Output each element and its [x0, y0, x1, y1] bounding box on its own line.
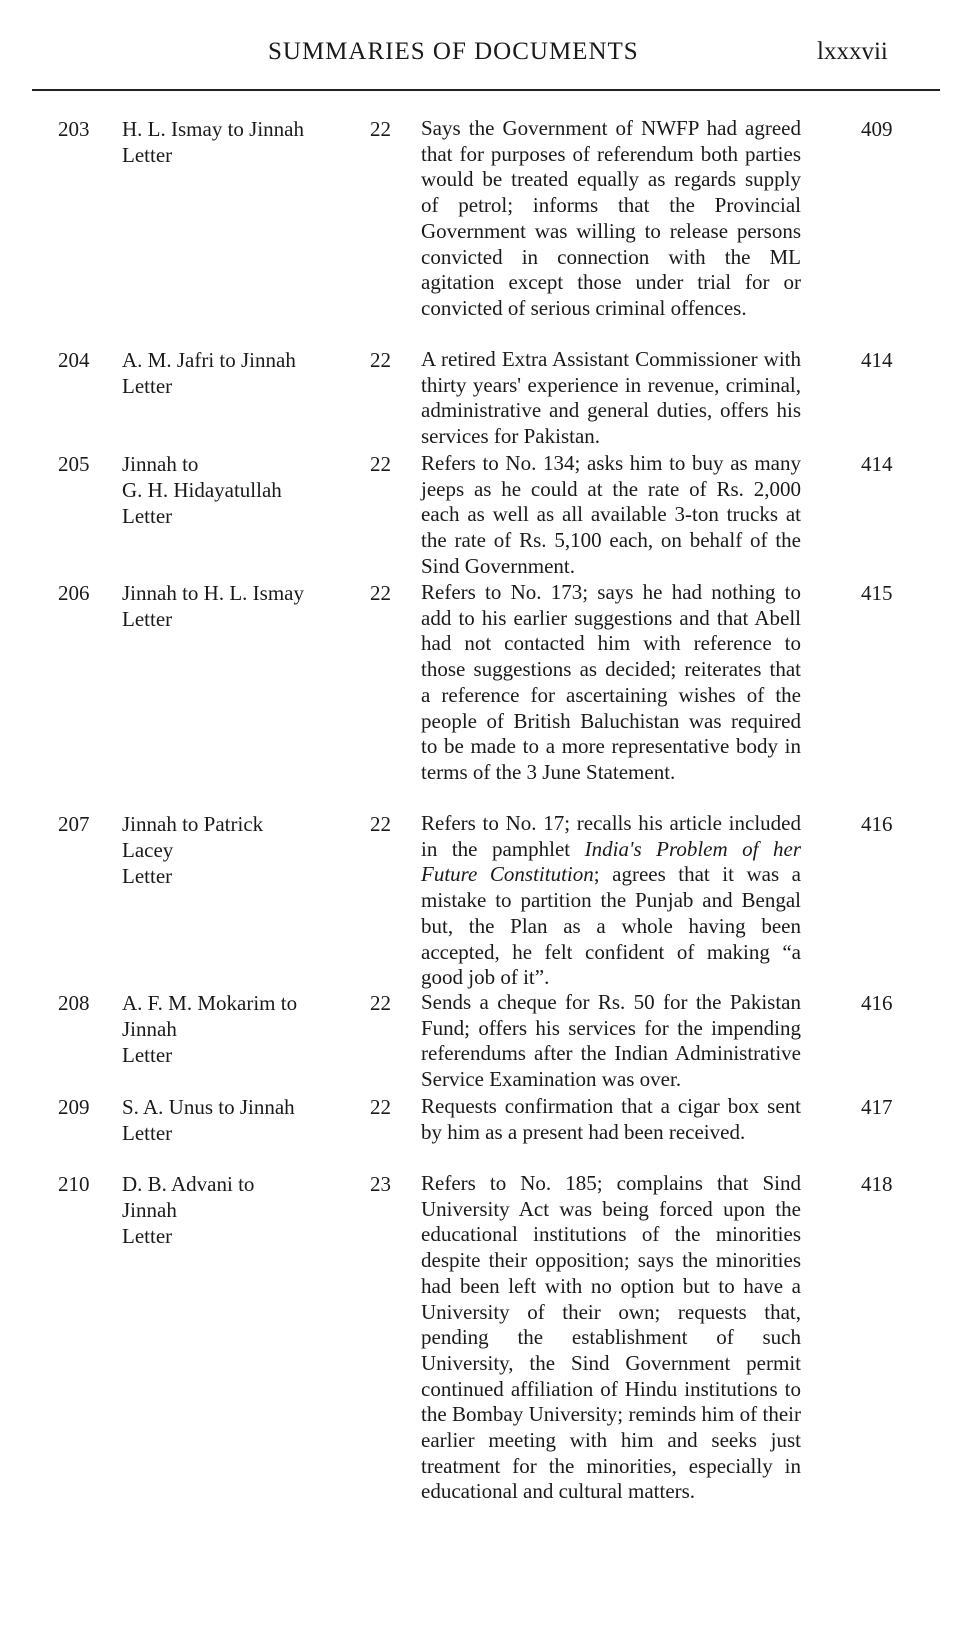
- from-line: H. L. Ismay to Jinnah: [122, 117, 304, 141]
- document-date: 22: [370, 991, 391, 1015]
- page-number: lxxxvii: [817, 38, 888, 65]
- from-line: Jinnah to H. L. Ismay: [122, 581, 304, 605]
- from-line: Jinnah to: [122, 452, 199, 476]
- document-summary: A retired Extra Assistant Commissioner with thirty years' experience in revenue, criminal, administrative and general duties, offers his services for Pakistan.: [421, 347, 801, 449]
- document-from: [122, 1171, 357, 1249]
- document-summary: Refers to No. 185; complains that Sind University Act was being forced upon the educational institutions of the minorities despite their opposition; says the minorities had been left with no option but to have a University of their own; requests that, pending the establishment of such University, the Sind Government permit continued affiliation of Hindu institutions to the Bombay University; reminds him of their earlier meeting with him and seeks just treatment for the minorities, especially in educational and cultural matters.: [421, 1171, 801, 1504]
- document-page-ref: 418: [861, 1172, 893, 1196]
- from-line: A. M. Jafri to Jinnah: [122, 348, 296, 372]
- document-number: 208: [58, 991, 90, 1015]
- document-summary: Requests confirmation that a cigar box sent by him as a present had been received.: [421, 1094, 801, 1144]
- document-from: [122, 451, 357, 529]
- document-summary: [421, 811, 801, 991]
- from-line: S. A. Unus to Jinnah: [122, 1095, 295, 1119]
- document-date: 22: [370, 452, 391, 476]
- document-date: 23: [370, 1172, 391, 1196]
- from-line: Lacey: [122, 838, 174, 862]
- document-page-ref: 416: [861, 812, 893, 836]
- document-page-ref: 415: [861, 581, 893, 605]
- from-line: Letter: [122, 607, 173, 631]
- document-number: 205: [58, 452, 90, 476]
- pamphlet-title: India's Problem of her Future Constitution: [421, 836, 801, 887]
- document-page-ref: 416: [861, 991, 893, 1015]
- document-number: 209: [58, 1095, 90, 1119]
- from-line: D. B. Advani to: [122, 1172, 255, 1196]
- from-line: Letter: [122, 1121, 173, 1145]
- document-date: 22: [370, 812, 391, 836]
- document-page-ref: 414: [861, 452, 893, 476]
- document-date: 22: [370, 348, 391, 372]
- document-number: 210: [58, 1172, 90, 1196]
- document-from: [122, 1094, 357, 1146]
- document-from: [122, 580, 357, 632]
- from-line: Letter: [122, 504, 173, 528]
- from-line: Letter: [122, 143, 173, 167]
- from-line: Letter: [122, 374, 173, 398]
- document-from: [122, 116, 357, 168]
- document-from: [122, 990, 357, 1068]
- document-summary: Refers to No. 173; says he had nothing to add to his earlier suggestions and that Abell had not contacted him with reference to those suggestions as decided; reiterates that a reference for ascertaining wishes of the people of British Baluchistan was required to be made to a more representative body in terms of the 3 June Statement.: [421, 580, 801, 784]
- document-number: 207: [58, 812, 90, 836]
- document-date: 22: [370, 1095, 391, 1119]
- from-line: Letter: [122, 864, 173, 888]
- header-rule: [32, 89, 940, 91]
- from-line: Jinnah to Patrick: [122, 812, 264, 836]
- from-line: Jinnah: [122, 1017, 177, 1041]
- document-from: [122, 811, 357, 889]
- summary-text: ; agrees that it was a mistake to partition the Punjab and Bengal but, the Plan as a whole having been accepted, he felt confident of making “a good job of it”.: [421, 862, 801, 990]
- from-line: Letter: [122, 1224, 173, 1248]
- running-title: SUMMARIES OF DOCUMENTS: [268, 38, 639, 65]
- document-page-ref: 417: [861, 1095, 893, 1119]
- document-page-ref: 414: [861, 348, 893, 372]
- from-line: G. H. Hidayatullah: [122, 478, 282, 502]
- document-number: 203: [58, 117, 90, 141]
- from-line: A. F. M. Mokarim to: [122, 991, 298, 1015]
- document-from: [122, 347, 357, 399]
- document-summary: Says the Government of NWFP had agreed that for purposes of referendum both parties would be treated equally as regards supply of petrol; informs that the Provincial Government was willing to release persons convicted in connection with the ML agitation except those under trial for or convicted of serious criminal offences.: [421, 116, 801, 320]
- document-date: 22: [370, 117, 391, 141]
- document-number: 204: [58, 348, 90, 372]
- document-number: 206: [58, 581, 90, 605]
- document-summary: Sends a cheque for Rs. 50 for the Pakistan Fund; offers his services for the impending referendums after the Indian Administrative Service Examination was over.: [421, 990, 801, 1092]
- document-date: 22: [370, 581, 391, 605]
- summary-text: Refers to No. 17; recalls his article included in the pamphlet: [421, 811, 801, 861]
- from-line: Letter: [122, 1043, 173, 1067]
- page-header: [0, 0, 968, 95]
- document-page-ref: 409: [861, 117, 893, 141]
- document-summary: Refers to No. 134; asks him to buy as many jeeps as he could at the rate of Rs. 2,000 each as well as all available 3-ton trucks at the rate of Rs. 5,100 each, on behalf of the Sind Government.: [421, 451, 801, 578]
- from-line: Jinnah: [122, 1198, 177, 1222]
